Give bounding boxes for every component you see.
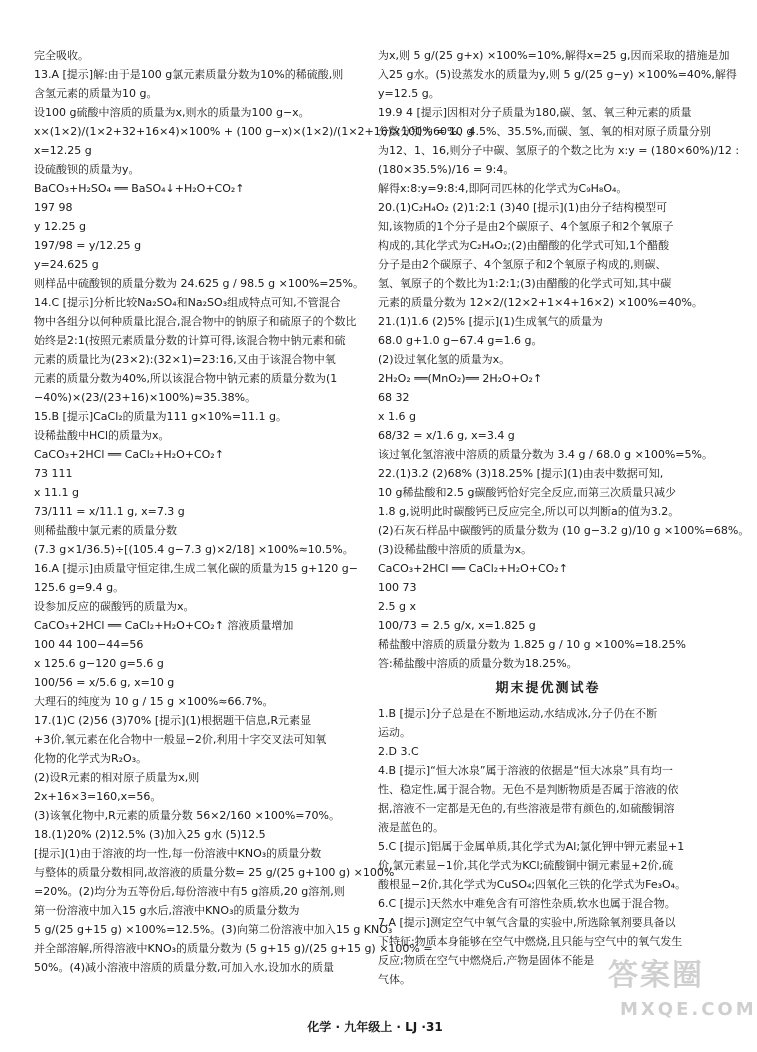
text-line: 性、稳定性,属于混合物。无色不是判断物质是否属于溶液的依 xyxy=(378,783,679,796)
text-line: 元素的质量分数为 12×2/(12×2+1×4+16×2) ×100%=40%。 xyxy=(378,296,703,309)
text-line: 13.A [提示]解:由于是100 g氯元素质量分数为10%的稀硫酸,则 xyxy=(34,68,344,81)
text-line: (3)设稀盐酸中溶质的质量为x。 xyxy=(378,543,533,556)
text-line: CaCO₃+2HCl ══ CaCl₂+H₂O+CO₂↑ xyxy=(378,562,568,575)
text-line: (3)该氧化物中,R元素的质量分数 56×2/160 ×100%=70%。 xyxy=(34,809,340,822)
text-line: 73/111 = x/11.1 g, x=7.3 g xyxy=(34,505,185,518)
text-line: 2H₂O₂ ══(MnO₂)══ 2H₂O+O₂↑ xyxy=(378,372,543,385)
text-line: 稀盐酸中溶质的质量分数为 1.825 g / 10 g ×100%=18.25% xyxy=(378,638,686,651)
text-line: =20%。(2)均分为五等份后,每份溶液中有5 g溶质,20 g溶剂,则 xyxy=(34,885,345,898)
text-line: 18.(1)20% (2)12.5% (3)加入25 g水 (5)12.5 xyxy=(34,828,266,841)
text-line: x 11.1 g xyxy=(34,486,79,499)
text-line: 据,溶液不一定都是无色的,有些溶液是带有颜色的,如硫酸铜溶 xyxy=(378,802,675,815)
text-line: 并全部溶解,所得溶液中KNO₃的质量分数为 (5 g+15 g)/(25 g+15 g) ×100% = xyxy=(34,942,433,955)
text-line: 100 73 xyxy=(378,581,417,594)
text-line: +3价,氧元素在化合物中一般显−2价,利用十字交叉法可知氧 xyxy=(34,733,327,746)
text-line: 68.0 g+1.0 g−67.4 g=1.6 g。 xyxy=(378,334,543,347)
text-line: 7.A [提示]测定空气中氧气含量的实验中,所选除氧剂要具备以 xyxy=(378,916,676,929)
text-line: 17.(1)C (2)56 (3)70% [提示](1)根据题干信息,R元素显 xyxy=(34,714,312,727)
text-line: y 12.25 g xyxy=(34,220,86,233)
text-line: 反应;物质在空气中燃烧后,产物是固体不能是 xyxy=(378,954,595,967)
text-line: CaCO₃+2HCl ══ CaCl₂+H₂O+CO₂↑ xyxy=(34,448,224,461)
final-test-answers xyxy=(378,704,718,993)
text-line: (7.3 g×1/36.5)÷[(105.4 g−7.3 g)×2/18] ×100%≈10.5%。 xyxy=(34,543,354,556)
text-line: x 125.6 g−120 g=5.6 g xyxy=(34,657,164,670)
right-answers-continued xyxy=(378,46,750,673)
text-line: 5.C [提示]铝属于金属单质,其化学式为Al;氯化钾中钾元素显+1 xyxy=(378,840,685,853)
text-line: 化物的化学式为R₂O₃。 xyxy=(34,752,148,765)
text-line: (2)石灰石样品中碳酸钙的质量分数为 (10 g−3.2 g)/10 g ×100%=68%。 xyxy=(378,524,750,537)
text-line: 4.B [提示]“恒大冰泉”属于溶液的依据是“恒大冰泉”具有均一 xyxy=(378,764,673,777)
text-line: 197/98 = y/12.25 g xyxy=(34,239,142,252)
text-line: 14.C [提示]分析比较Na₂SO₄和Na₂SO₃组成特点可知,不管混合 xyxy=(34,296,341,309)
text-line: 物中各组分以何种质量比混合,混合物中的钠原子和硫原子的个数比 xyxy=(34,315,357,328)
text-line: (180×35.5%)/16 = 9:4。 xyxy=(378,163,515,176)
text-line: 构成的,其化学式为C₂H₄O₂;(2)由醋酸的化学式可知,1个醋酸 xyxy=(378,239,670,252)
text-line: 分子是由2个碳原子、4个氢原子和2个氧原子构成的,则碳、 xyxy=(378,258,667,271)
text-line: 则稀盐酸中氯元素的质量分数 xyxy=(34,524,177,537)
text-line: 设硫酸钡的质量为y。 xyxy=(34,163,140,176)
text-line: 125.6 g=9.4 g。 xyxy=(34,581,125,594)
text-line: 第一份溶液中加入15 g水后,溶液中KNO₃的质量分数为 xyxy=(34,904,300,917)
text-line: 2.D 3.C xyxy=(378,745,419,758)
text-line: 元素的质量比为(23×2):(32×1)=23:16,又由于该混合物中氧 xyxy=(34,353,336,366)
text-line: 设100 g硫酸中溶质的质量为x,则水的质量为100 g−x。 xyxy=(34,106,310,119)
text-line: 15.B [提示]CaCl₂的质量为111 g×10%=11.1 g。 xyxy=(34,410,288,423)
text-line: 50%。(4)减小溶液中溶质的质量分数,可加入水,设加水的质量 xyxy=(34,961,335,974)
text-line: 20.(1)C₂H₄O₂ (2)1:2:1 (3)40 [提示](1)由分子结构模型可 xyxy=(378,201,668,214)
watermark-url: MXQE.COM xyxy=(620,999,757,1020)
text-line: 设稀盐酸中HCl的质量为x。 xyxy=(34,429,170,442)
text-line: y=24.625 g xyxy=(34,258,99,271)
text-line: −40%)×(23/(23+16)×100%)≈35.38%。 xyxy=(34,391,257,404)
text-line: 1.B [提示]分子总是在不断地运动,水结成冰,分子仍在不断 xyxy=(378,707,658,720)
text-line: 68/32 = x/1.6 g, x=3.4 g xyxy=(378,429,515,442)
text-line: 则样品中硫酸钡的质量分数为 24.625 g / 98.5 g ×100%=25%。 xyxy=(34,277,364,290)
text-line: 2.5 g x xyxy=(378,600,416,613)
text-line: 100/56 = x/5.6 g, x=10 g xyxy=(34,676,175,689)
text-line: 2x+16×3=160,x=56。 xyxy=(34,790,162,803)
right-column xyxy=(378,46,750,993)
text-line: 气体。 xyxy=(378,973,411,986)
section-title: 期末提优测试卷 xyxy=(495,681,601,696)
text-line: 16.A [提示]由质量守恒定律,生成二氧化碳的质量为15 g+120 g− xyxy=(34,562,358,575)
text-line: x×(1×2)/(1×2+32+16×4)×100% + (100 g−x)×(1×2)/(1×2+16)×100% = 10 g xyxy=(34,125,474,138)
text-line: 5 g/(25 g+15 g) ×100%=12.5%。(3)向第二份溶液中加入15 g KNO₃ xyxy=(34,923,393,936)
text-line: 运动。 xyxy=(378,726,411,739)
text-line: BaCO₃+H₂SO₄ ══ BaSO₄↓+H₂O+CO₂↑ xyxy=(34,182,245,195)
text-line: 氢、氧原子的个数比为1:2:1;(3)由醋酸的化学式可知,其中碳 xyxy=(378,277,672,290)
text-line: 6.C [提示]天然水中难免含有可溶性杂质,软水也属于混合物。 xyxy=(378,897,676,910)
text-line: (2)设过氧化氢的质量为x。 xyxy=(378,353,511,366)
text-line: 价,氯元素显−1价,其化学式为KCl;硫酸铜中铜元素显+2价,硫 xyxy=(378,859,673,872)
text-line: 分数分别为60%、4.5%、35.5%,而碳、氢、氧的相对原子质量分别 xyxy=(378,125,711,138)
text-line: x=12.25 g xyxy=(34,144,92,157)
text-line: 答:稀盐酸中溶质的质量分数为18.25%。 xyxy=(378,657,578,670)
text-line: 始终是2:1(按照元素质量分数的计算可得,该混合物中钠元素和硫 xyxy=(34,334,346,347)
text-line: 22.(1)3.2 (2)68% (3)18.25% [提示](1)由表中数据可知, xyxy=(378,467,664,480)
text-line: 100/73 = 2.5 g/x, x=1.825 g xyxy=(378,619,536,632)
text-line: [提示](1)由于溶液的均一性,每一份溶液中KNO₃的质量分数 xyxy=(34,847,322,860)
text-line: y=12.5 g。 xyxy=(378,87,440,100)
text-line: 设参加反应的碳酸钙的质量为x。 xyxy=(34,600,195,613)
text-line: 入25 g水。(5)设蒸发水的质量为y,则 5 g/(25 g−y) ×100%=40%,解得 xyxy=(378,68,737,81)
text-line: 为x,则 5 g/(25 g+x) ×100%=10%,解得x=25 g,因而采取的措施是加 xyxy=(378,49,730,62)
text-line: (2)设R元素的相对原子质量为x,则 xyxy=(34,771,200,784)
text-line: CaCO₃+2HCl ══ CaCl₂+H₂O+CO₂↑ 溶液质量增加 xyxy=(34,619,294,632)
text-line: 197 98 xyxy=(34,201,73,214)
text-line: 酸根显−2价,其化学式为CuSO₄;四氧化三铁的化学式为Fe₃O₄。 xyxy=(378,878,687,891)
text-line: 为12、1、16,则分子中碳、氢原子的个数之比为 x:y = (180×60%)/12 : xyxy=(378,144,740,157)
text-line: x 1.6 g xyxy=(378,410,416,423)
text-line: 大理石的纯度为 10 g / 15 g ×100%≈66.7%。 xyxy=(34,695,274,708)
text-line: 与整体的质量分数相同,故溶液的质量分数= 25 g/(25 g+100 g) ×100% xyxy=(34,866,395,879)
text-line: 知,该物质的1个分子是由2个碳原子、4个氢原子和2个氧原子 xyxy=(378,220,674,233)
text-line: 解得x:8:y=9:8:4,即阿司匹林的化学式为C₉H₈O₄。 xyxy=(378,182,628,195)
text-line: 含氢元素的质量为10 g。 xyxy=(34,87,158,100)
text-line: 68 32 xyxy=(378,391,410,404)
text-line: 元素的质量分数为40%,所以该混合物中钠元素的质量分数为(1 xyxy=(34,372,338,385)
text-line: 19.9 4 [提示]因相对分子质量为180,碳、氢、氧三种元素的质量 xyxy=(378,106,692,119)
text-line: 液是蓝色的。 xyxy=(378,821,444,834)
watermark-text: 答案圈 xyxy=(608,958,704,993)
text-line: 完全吸收。 xyxy=(34,49,89,62)
text-line: 1.8 g,说明此时碳酸钙已反应完全,所以可以判断a的值为3.2。 xyxy=(378,505,680,518)
text-line: 下特征:物质本身能够在空气中燃烧,且只能与空气中的氧气发生 xyxy=(378,935,683,948)
text-line: 该过氧化氢溶液中溶质的质量分数为 3.4 g / 68.0 g ×100%=5%。 xyxy=(378,448,713,461)
text-line: 10 g稀盐酸和2.5 g碳酸钙恰好完全反应,而第三次质量只减少 xyxy=(378,486,676,499)
page-footer: 化学 · 九年级上 · LJ ·31 xyxy=(307,1020,443,1034)
text-line: 100 44 100−44=56 xyxy=(34,638,144,651)
watermark-logo xyxy=(600,958,757,1026)
text-line: 73 111 xyxy=(34,467,73,480)
text-line: 21.(1)1.6 (2)5% [提示](1)生成氧气的质量为 xyxy=(378,315,603,328)
